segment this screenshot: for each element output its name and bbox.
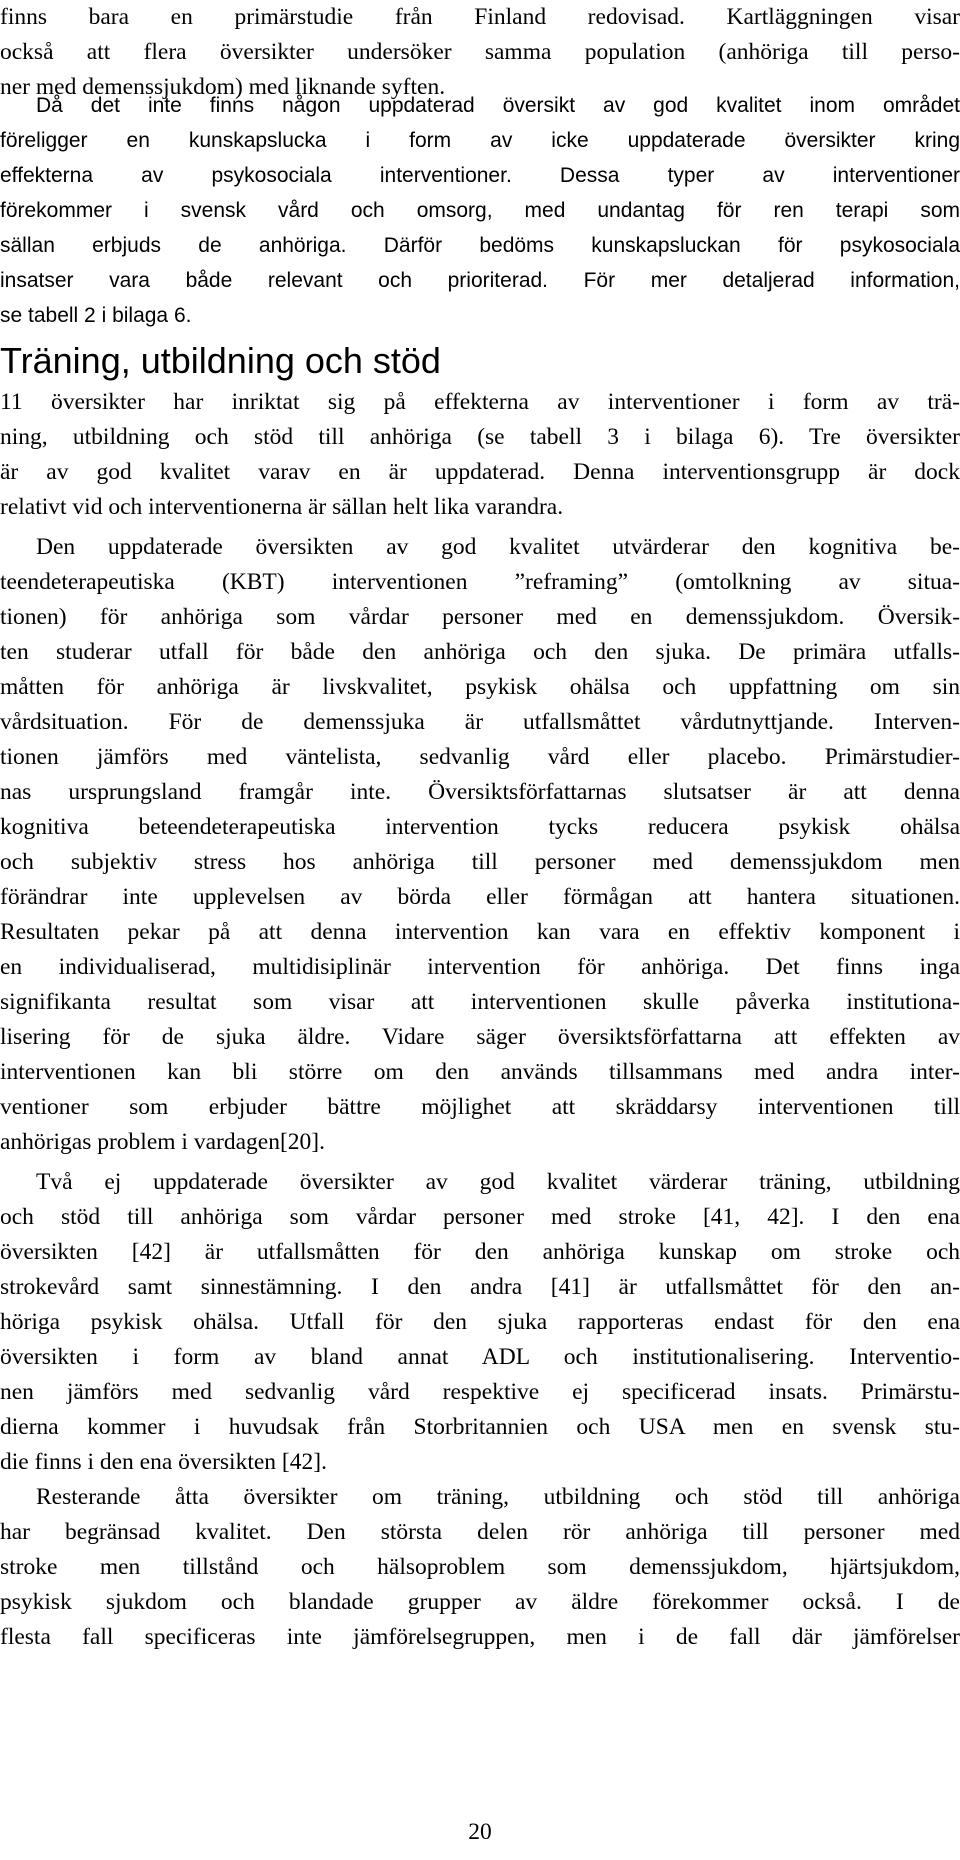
text-line: ventioner som erbjuder bättre möjlighet att skräddarsy interventionen till <box>0 1094 960 1120</box>
text-line: stroke men tillstånd och hälsoproblem som demenssjukdom, hjärtsjukdom, <box>0 1554 960 1580</box>
text-line: relativt vid och interventionerna är sällan helt lika varandra. <box>0 494 564 520</box>
text-line: och subjektiv stress hos anhöriga till personer med demenssjukdom men <box>0 849 960 875</box>
page-number: 20 <box>468 1819 492 1845</box>
text-line: 11 översikter har inriktat sig på effekterna av interventioner i form av trä- <box>0 389 960 415</box>
text-line: tionen) för anhöriga som vårdar personer med en demenssjukdom. Översik- <box>0 604 960 630</box>
text-line: die finns i den ena översikten [42]. <box>0 1449 327 1475</box>
text-line: förekommer i svensk vård och omsorg, med undantag för ren terapi som <box>0 199 960 222</box>
text-line: har begränsad kvalitet. Den största delen rör anhöriga till personer med <box>0 1519 960 1545</box>
text-line: strokevård samt sinnestämning. I den andra [41] är utfallsmåttet för den an- <box>0 1274 960 1300</box>
text-line: ten studerar utfall för både den anhöriga och den sjuka. De primära utfalls- <box>0 639 960 665</box>
text-line: effekterna av psykosociala interventioner. Dessa typer av interventioner <box>0 164 960 187</box>
text-line: måtten för anhöriga är livskvalitet, psykisk ohälsa och uppfattning om sin <box>0 674 960 700</box>
text-line: Den uppdaterade översikten av god kvalitet utvärderar den kognitiva be- <box>36 534 960 560</box>
text-line: flesta fall specificeras inte jämförelsegruppen, men i de fall där jämförelser <box>0 1624 960 1650</box>
text-line: nen jämförs med sedvanlig vård respektive ej specificerad insats. Primärstu- <box>0 1379 960 1405</box>
text-line: Då det inte finns någon uppdaterad översikt av god kvalitet inom området <box>36 94 960 117</box>
text-line: se tabell 2 i bilaga 6. <box>0 304 192 327</box>
text-line: interventionen kan bli större om den används tillsammans med andra inter- <box>0 1059 960 1085</box>
text-line: tionen jämförs med väntelista, sedvanlig vård eller placebo. Primärstudier- <box>0 744 960 770</box>
kbt-review-paragraph <box>0 530 960 1160</box>
text-line: ner med demenssjukdom) med liknande syften. <box>0 74 446 100</box>
text-line: dierna kommer i huvudsak från Storbritannien och USA men en svensk stu- <box>0 1414 960 1440</box>
text-line: sällan erbjuds de anhöriga. Därför bedöms kunskapsluckan för psykosociala <box>0 234 960 257</box>
text-line: Två ej uppdaterade översikter av god kvalitet värderar träning, utbildning <box>36 1169 960 1195</box>
text-line: och stöd till anhöriga som vårdar personer med stroke [41, 42]. I den ena <box>0 1204 960 1230</box>
text-line: psykisk sjukdom och blandade grupper av äldre förekommer också. I de <box>0 1589 960 1615</box>
text-line: nas ursprungsland framgår inte. Översiktsförfattarnas slutsatser är att denna <box>0 779 960 805</box>
text-line: höriga psykisk ohälsa. Utfall för den sjuka rapporteras endast för den ena <box>0 1309 960 1335</box>
text-line: Resterande åtta översikter om träning, utbildning och stöd till anhöriga <box>36 1484 960 1510</box>
text-line: teendeterapeutiska (KBT) interventionen ”reframing” (omtolkning av situa- <box>0 569 960 595</box>
stroke-reviews-paragraph <box>0 1165 960 1480</box>
text-line: förändrar inte upplevelsen av börda eller förmågan att hantera situationen. <box>0 884 960 910</box>
text-line: vårdsituation. För de demenssjuka är utfallsmåttet vårdutnyttjande. Interven- <box>0 709 960 735</box>
text-line: föreligger en kunskapslucka i form av icke uppdaterade översikter kring <box>0 129 960 152</box>
text-line: anhörigas problem i vardagen[20]. <box>0 1129 325 1155</box>
training-intro-paragraph <box>0 385 960 525</box>
text-line: en individualiserad, multidisiplinär intervention för anhöriga. Det finns inga <box>0 954 960 980</box>
text-line: ning, utbildning och stöd till anhöriga (se tabell 3 i bilaga 6). Tre översikter <box>0 424 960 450</box>
text-line: lisering för de sjuka äldre. Vidare säger översiktsförfattarna att effekten av <box>0 1024 960 1050</box>
text-line: också att flera översikter undersöker samma population (anhöriga till perso- <box>0 39 960 65</box>
text-line: är av god kvalitet varav en är uppdaterad. Denna interventionsgrupp är dock <box>0 459 960 485</box>
remaining-reviews-paragraph <box>0 1480 960 1655</box>
knowledge-gap-paragraph <box>0 88 960 333</box>
text-line: översikten i form av bland annat ADL och institutionalisering. Interventio- <box>0 1344 960 1370</box>
text-line: signifikanta resultat som visar att interventionen skulle påverka institutiona- <box>0 989 960 1015</box>
text-line: Resultaten pekar på att denna intervention kan vara en effektiv komponent i <box>0 919 960 945</box>
text-line: kognitiva beteendeterapeutiska intervention tycks reducera psykisk ohälsa <box>0 814 960 840</box>
text-line: översikten [42] är utfallsmåtten för den anhöriga kunskap om stroke och <box>0 1239 960 1265</box>
text-line: insatser vara både relevant och prioriterad. För mer detaljerad information, <box>0 269 960 292</box>
text-line: finns bara en primärstudie från Finland redovisad. Kartläggningen visar <box>0 4 960 30</box>
section-heading: Träning, utbildning och stöd <box>0 340 441 381</box>
